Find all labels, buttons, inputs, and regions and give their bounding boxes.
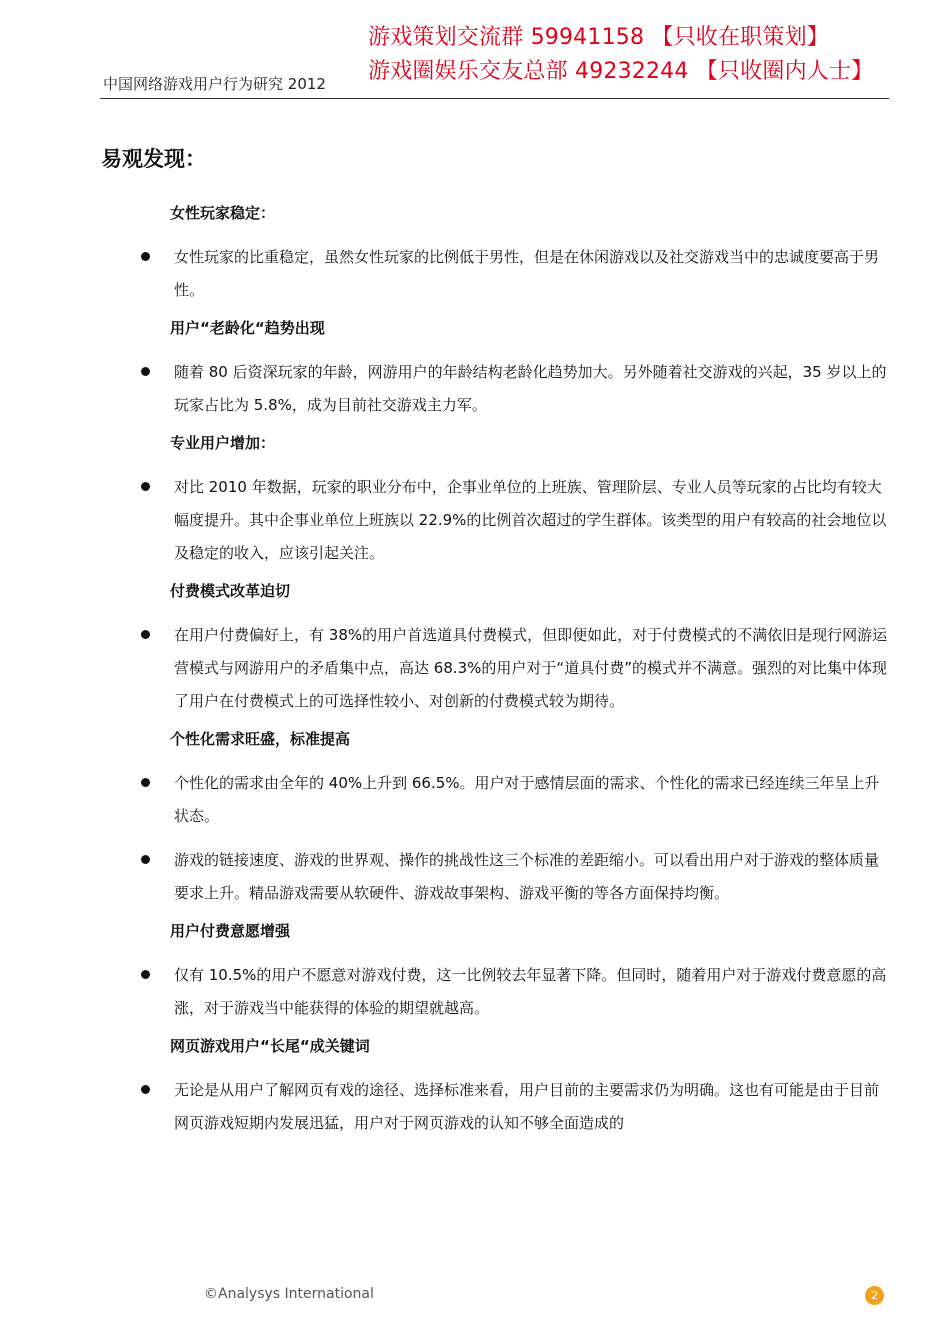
bullet-text: 在用户付费偏好上，有 38%的用户首选道具付费模式，但即便如此，对于付费模式的不满依旧是现行网游运营模式与网游用户的矛盾集中点，高达 68.3%的用户对于“道具付费”的模式并不满意。强烈的对比集中体现了用户在付费模式上的可选择性较小、对创新的付费模式较为期待。 — [174, 626, 888, 710]
section-title: 用户“老龄化“趋势出现 — [170, 319, 325, 337]
watermark-line-2: 游戏圈娱乐交友总部 49232244 【只收圈内人士】 — [368, 59, 874, 84]
bullet-dot-icon — [141, 855, 150, 864]
section-payment-model — [139, 581, 891, 718]
watermark-line-1: 游戏策划交流群 59941158 【只收在职策划】 — [368, 25, 829, 50]
bullet-item — [139, 356, 891, 422]
section-aging-users — [139, 318, 891, 422]
bullet-text: 女性玩家的比重稳定，虽然女性玩家的比例低于男性，但是在休闲游戏以及社交游戏当中的忠诚度要高于男性。 — [174, 248, 880, 299]
page-number-badge: 2 — [865, 1286, 884, 1305]
section-professional-users — [139, 433, 891, 570]
section-title: 付费模式改革迫切 — [170, 582, 291, 600]
bullet-text: 仅有 10.5%的用户不愿意对游戏付费，这一比例较去年显著下降。但同时，随着用户对于游戏付费意愿的高涨，对于游戏当中能获得的体验的期望就越高。 — [174, 966, 887, 1017]
section-web-games-long-tail — [139, 1036, 891, 1140]
bullet-text: 对比 2010 年数据，玩家的职业分布中，企事业单位的上班族、管理阶层、专业人员等玩家的占比均有较大幅度提升。其中企事业单位上班族以 22.9%的比例首次超过的学生群体。该类型的用户有较高的社会地位以及稳定的收入，应该引起关注。 — [174, 478, 887, 562]
footer-credit: ©Analysys International — [204, 1286, 374, 1302]
bullet-dot-icon — [141, 778, 150, 787]
section-payment-willingness — [139, 921, 891, 1025]
findings-content — [139, 203, 891, 1151]
page-heading: 易观发现： — [101, 147, 206, 171]
bullet-dot-icon — [141, 630, 150, 639]
bullet-item — [139, 1074, 891, 1140]
bullet-item — [139, 471, 891, 570]
bullet-dot-icon — [141, 1085, 150, 1094]
bullet-text: 无论是从用户了解网页有戏的途径、选择标准来看，用户目前的主要需求仍为明确。这也有可能是由于目前网页游戏短期内发展迅猛，用户对于网页游戏的认知不够全面造成的 — [174, 1081, 880, 1132]
section-female-players — [139, 203, 891, 307]
section-title: 个性化需求旺盛，标准提高 — [170, 730, 351, 748]
bullet-text: 游戏的链接速度、游戏的世界观、操作的挑战性这三个标准的差距缩小。可以看出用户对于游戏的整体质量要求上升。精品游戏需要从软硬件、游戏故事架构、游戏平衡的等各方面保持均衡。 — [174, 851, 880, 902]
bullet-dot-icon — [141, 252, 150, 261]
section-title: 网页游戏用户“长尾“成关键词 — [170, 1037, 370, 1055]
header-divider — [100, 98, 889, 99]
bullet-item — [139, 619, 891, 718]
bullet-dot-icon — [141, 482, 150, 491]
section-title: 女性玩家稳定： — [170, 204, 276, 222]
bullet-item — [139, 241, 891, 307]
bullet-text: 随着 80 后资深玩家的年龄，网游用户的年龄结构老龄化趋势加大。另外随着社交游戏的兴起，35 岁以上的玩家占比为 5.8%，成为目前社交游戏主力军。 — [174, 363, 887, 414]
bullet-item — [139, 767, 891, 833]
section-title: 专业用户增加： — [170, 434, 276, 452]
bullet-text: 个性化的需求由全年的 40%上升到 66.5%。用户对于感情层面的需求、个性化的需求已经连续三年呈上升状态。 — [174, 774, 880, 825]
section-title: 用户付费意愿增强 — [170, 922, 291, 940]
report-header-title: 中国网络游戏用户行为研究 2012 — [103, 75, 326, 93]
bullet-dot-icon — [141, 970, 150, 979]
bullet-dot-icon — [141, 367, 150, 376]
bullet-item — [139, 844, 891, 910]
bullet-item — [139, 959, 891, 1025]
section-personalization — [139, 729, 891, 910]
